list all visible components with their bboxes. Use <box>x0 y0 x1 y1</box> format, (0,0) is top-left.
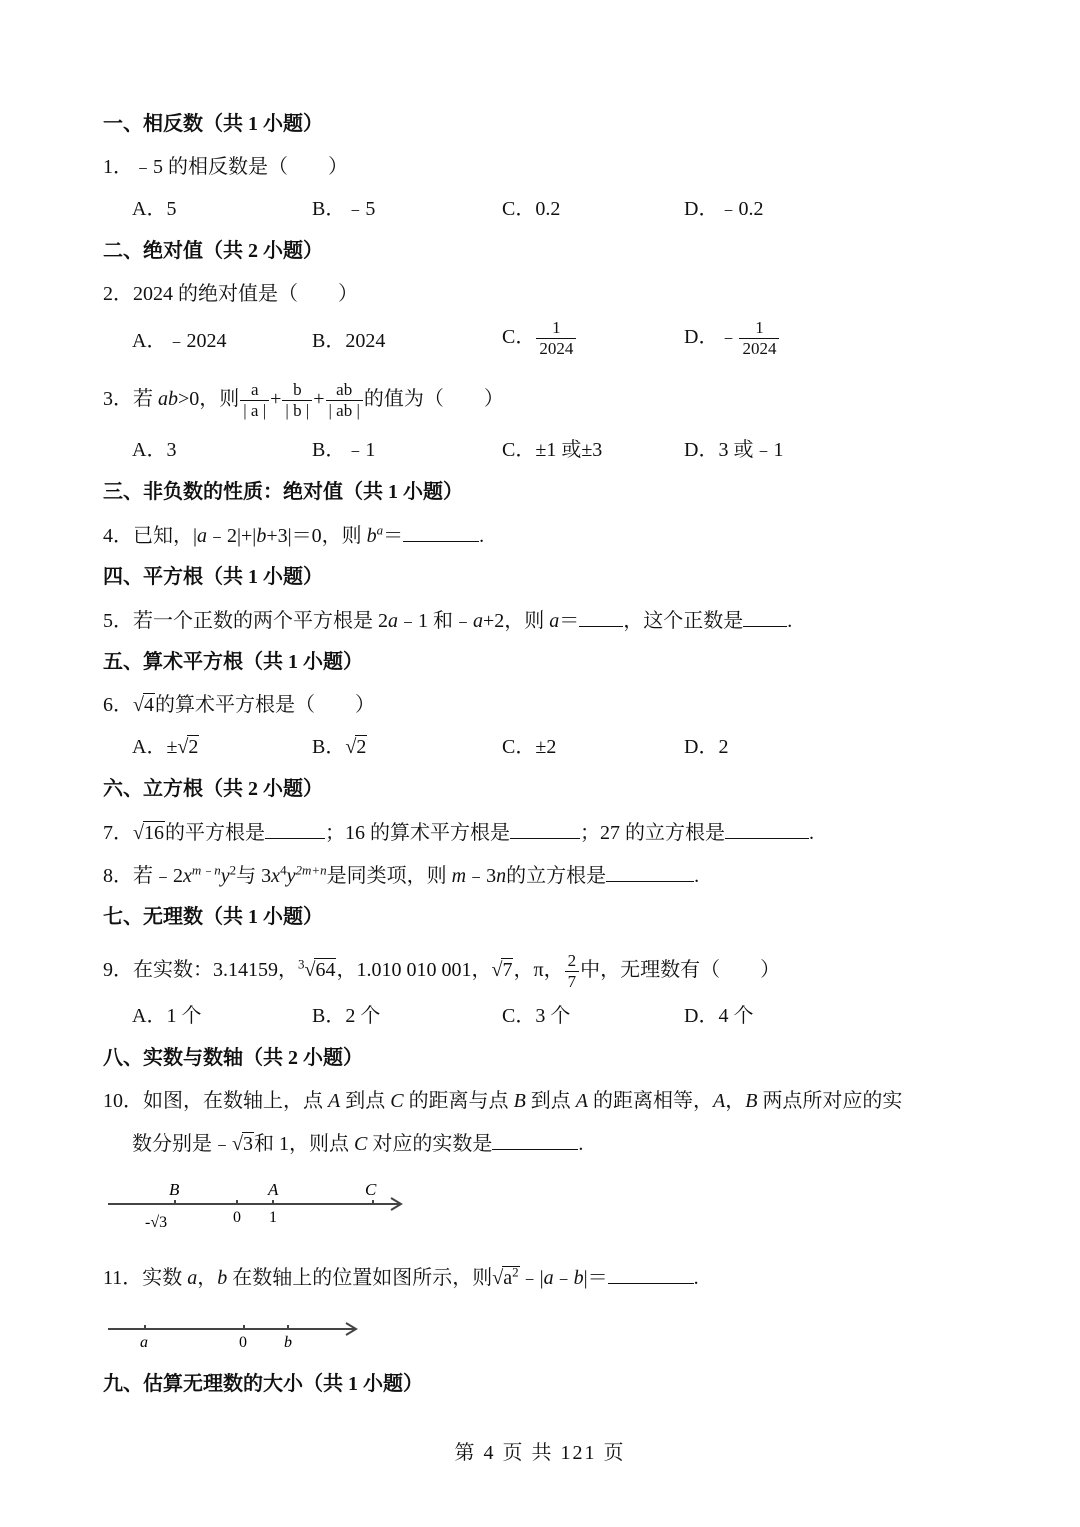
radicand: 4 <box>143 694 154 716</box>
text: 到点 <box>525 1090 576 1112</box>
option-c: C．±2 <box>502 736 557 758</box>
question-8 <box>103 863 699 888</box>
text: ，π， <box>513 959 564 982</box>
text: 与 3 <box>236 865 272 887</box>
section-heading: 三、非负数的性质：绝对值（共 1 小题） <box>103 481 463 503</box>
var: a <box>473 610 483 632</box>
exponent: m﹣n <box>191 862 221 878</box>
point-label-b: B <box>169 1180 180 1199</box>
question-11 <box>103 1265 699 1290</box>
var: b <box>366 525 377 547</box>
text: 8．若﹣2 <box>103 865 183 887</box>
text: . <box>808 822 814 844</box>
text: 和 1，则点 <box>253 1133 354 1155</box>
sqrt: √7 <box>491 959 513 982</box>
text: 9．在实数：3.14159， <box>103 959 298 982</box>
option-d <box>684 318 780 359</box>
option-label: A．± <box>132 736 178 758</box>
text: 的值为（ ） <box>363 388 504 411</box>
question-9 <box>103 951 780 992</box>
option-c <box>502 318 577 359</box>
denominator: | b | <box>282 400 312 421</box>
radicand: 16 <box>143 822 164 844</box>
text: . <box>693 1267 699 1289</box>
var: a <box>187 1267 198 1289</box>
option-b: B．﹣1 <box>312 439 376 461</box>
text: 的平方根是 <box>164 822 265 844</box>
var: n <box>496 865 507 887</box>
sqrt: √16 <box>133 822 164 844</box>
option-b: B．﹣5 <box>312 198 376 220</box>
text: 在数轴上的位置如图所示，则 <box>227 1267 493 1289</box>
text: 是同类项，则 <box>326 865 452 887</box>
sqrt: √3 <box>232 1133 253 1155</box>
option-a: A．﹣2024 <box>132 330 227 352</box>
fraction <box>739 318 779 359</box>
radicand <box>502 1266 519 1289</box>
point-label-c: C <box>365 1180 377 1199</box>
tick-label-neg-sqrt3: -√3 <box>145 1214 168 1231</box>
section-heading: 七、无理数（共 1 小题） <box>103 906 323 928</box>
answer-blank[interactable] <box>608 1265 694 1284</box>
var: C <box>353 1133 368 1155</box>
exponent: 2 <box>229 862 237 878</box>
text: 对应的实数是 <box>367 1133 493 1155</box>
root-index: 3 <box>298 956 305 972</box>
fraction <box>240 380 269 421</box>
radicand: 2 <box>356 736 367 758</box>
denominator: 7 <box>565 971 580 992</box>
option-d: D．﹣0.2 <box>684 198 764 220</box>
var: y <box>220 865 230 887</box>
question-3 <box>103 380 504 421</box>
numerator: a <box>250 380 259 399</box>
numerator: ab <box>336 380 353 399</box>
var: b <box>256 525 267 547</box>
exponent: 2 <box>512 1264 519 1280</box>
var: a <box>197 525 208 547</box>
text: ，这个正数是 <box>623 610 744 632</box>
var: a <box>543 1267 554 1289</box>
answer-blank[interactable] <box>743 608 787 627</box>
section-heading: 二、绝对值（共 2 小题） <box>103 240 323 262</box>
section-heading: 一、相反数（共 1 小题） <box>103 113 323 135</box>
answer-blank[interactable] <box>606 863 694 882</box>
exponent: a <box>376 522 384 538</box>
section-heading: 四、平方根（共 1 小题） <box>103 566 323 588</box>
option-c: C．±1 或±3 <box>502 439 603 461</box>
number-line-figure-11 <box>105 1315 365 1355</box>
text: ，1.010 010 001， <box>336 959 492 982</box>
option-d: D．4 个 <box>684 1005 754 1027</box>
text: 6． <box>103 694 133 716</box>
plus: + <box>313 388 325 411</box>
text: +3|＝0，则 <box>266 525 367 547</box>
radicand: 64 <box>315 959 336 982</box>
denominator: 2024 <box>739 338 779 359</box>
tick-label-b: b <box>284 1334 292 1351</box>
tick-label-0: 0 <box>233 1209 241 1226</box>
option-d: D．3 或﹣1 <box>684 439 784 461</box>
var: C <box>390 1090 404 1112</box>
text: ﹣3 <box>466 865 497 887</box>
point-label-a: A <box>268 1180 279 1199</box>
radicand: 2 <box>188 736 199 758</box>
var: A <box>328 1090 341 1112</box>
numerator: 1 <box>552 318 561 337</box>
text: 10．如图，在数轴上，点 <box>103 1090 328 1112</box>
text: ；27 的立方根是 <box>579 822 725 844</box>
text: . <box>694 865 700 887</box>
answer-blank[interactable] <box>725 820 809 839</box>
text: 的算术平方根是（ ） <box>154 694 375 716</box>
sqrt: √2 <box>345 736 367 758</box>
text: 到点 <box>340 1090 391 1112</box>
text: 数分别是﹣ <box>132 1133 232 1155</box>
sqrt: √4 <box>133 694 154 716</box>
answer-blank[interactable] <box>265 820 325 839</box>
cube-root: √64 <box>304 959 336 982</box>
sqrt: $√a^2$ <box>492 1264 519 1289</box>
question-6 <box>103 693 375 717</box>
text: ﹣2|+| <box>207 525 257 547</box>
answer-blank[interactable] <box>403 523 479 542</box>
text: ， <box>725 1090 746 1112</box>
text: +2，则 <box>483 610 550 632</box>
option-a: A．5 <box>132 198 177 220</box>
text: 4．已知，| <box>103 525 198 547</box>
option-label: B． <box>312 736 346 758</box>
var: B <box>513 1090 526 1112</box>
var: A <box>575 1090 588 1112</box>
var: A <box>713 1090 726 1112</box>
denominator: 2024 <box>536 338 576 359</box>
plus: + <box>270 388 282 411</box>
question-10-line-1 <box>103 1089 902 1113</box>
option-a <box>132 735 199 759</box>
var: B <box>745 1090 758 1112</box>
text: 的距离与点 <box>403 1090 514 1112</box>
text: ， <box>197 1267 218 1289</box>
option-b <box>312 735 367 759</box>
var: a <box>388 610 398 632</box>
answer-blank[interactable] <box>510 820 580 839</box>
radicand-var: a <box>503 1267 513 1289</box>
fraction <box>326 380 363 421</box>
numerator: 1 <box>755 318 764 337</box>
question-10-line-2 <box>132 1131 583 1156</box>
fraction <box>565 951 580 992</box>
question-5 <box>103 608 792 633</box>
number-line-figure-10 <box>105 1175 415 1235</box>
page-footer: 第 4 页 共 121 页 <box>454 1442 626 1464</box>
text: ﹣ <box>553 1267 574 1289</box>
option-label: C． <box>502 326 536 349</box>
option-a: A．1 个 <box>132 1005 202 1027</box>
tick-label-1: 1 <box>269 1209 277 1226</box>
text: 3．若 <box>103 388 158 411</box>
text: 的立方根是 <box>506 865 607 887</box>
var: x <box>271 865 281 887</box>
text: . <box>578 1133 584 1155</box>
fraction <box>536 318 576 359</box>
var: y <box>286 865 296 887</box>
numerator: b <box>293 380 302 399</box>
fraction <box>282 380 312 421</box>
text: . <box>479 525 485 547</box>
option-b: B．2024 <box>312 330 386 352</box>
text: >0，则 <box>178 388 240 411</box>
sqrt: √2 <box>177 736 199 758</box>
option-a: A．3 <box>132 439 177 461</box>
denominator: | ab | <box>326 400 363 421</box>
text: 5．若一个正数的两个平方根是 2 <box>103 610 388 632</box>
text: 11．实数 <box>103 1267 188 1289</box>
option-label: D．﹣ <box>684 326 739 349</box>
text: ；16 的算术平方根是 <box>324 822 510 844</box>
radicand: 3 <box>242 1133 253 1155</box>
text: 的距离相等， <box>588 1090 713 1112</box>
answer-blank[interactable] <box>492 1131 578 1150</box>
var: b <box>217 1267 228 1289</box>
option-c: C．3 个 <box>502 1005 571 1027</box>
radicand: 7 <box>502 959 513 982</box>
section-heading: 六、立方根（共 2 小题） <box>103 778 323 800</box>
tick-label-a: a <box>140 1334 148 1351</box>
tick-label-0: 0 <box>239 1334 247 1351</box>
option-c: C．0.2 <box>502 198 561 220</box>
text: ﹣1 和﹣ <box>398 610 473 632</box>
answer-blank[interactable] <box>579 608 623 627</box>
var: a <box>549 610 560 632</box>
question-4 <box>103 523 484 548</box>
var: ab <box>158 388 178 411</box>
text: ＝ <box>559 610 580 632</box>
text: ﹣| <box>519 1267 544 1289</box>
text: ＝ <box>383 525 404 547</box>
section-heading: 九、估算无理数的大小（共 1 小题） <box>103 1373 423 1395</box>
text: 中，无理数有（ ） <box>580 959 781 982</box>
exponent: 4 <box>280 862 287 878</box>
text: 两点所对应的实 <box>757 1090 903 1112</box>
question-7 <box>103 820 814 845</box>
section-heading: 五、算术平方根（共 1 小题） <box>103 651 363 673</box>
var: m <box>451 865 467 887</box>
var: x <box>183 865 192 887</box>
option-d: D．2 <box>684 736 729 758</box>
text: 7． <box>103 822 133 844</box>
numerator: 2 <box>567 951 577 970</box>
question-1: 1．﹣5 的相反数是（ ） <box>103 156 348 178</box>
denominator: | a | <box>240 400 269 421</box>
section-heading: 八、实数与数轴（共 2 小题） <box>103 1047 363 1069</box>
text: . <box>787 610 793 632</box>
exponent: 2m+n <box>295 862 327 878</box>
var: b <box>573 1267 584 1289</box>
question-2: 2．2024 的绝对值是（ ） <box>103 283 358 305</box>
option-b: B．2 个 <box>312 1005 381 1027</box>
text: |＝ <box>583 1267 608 1289</box>
